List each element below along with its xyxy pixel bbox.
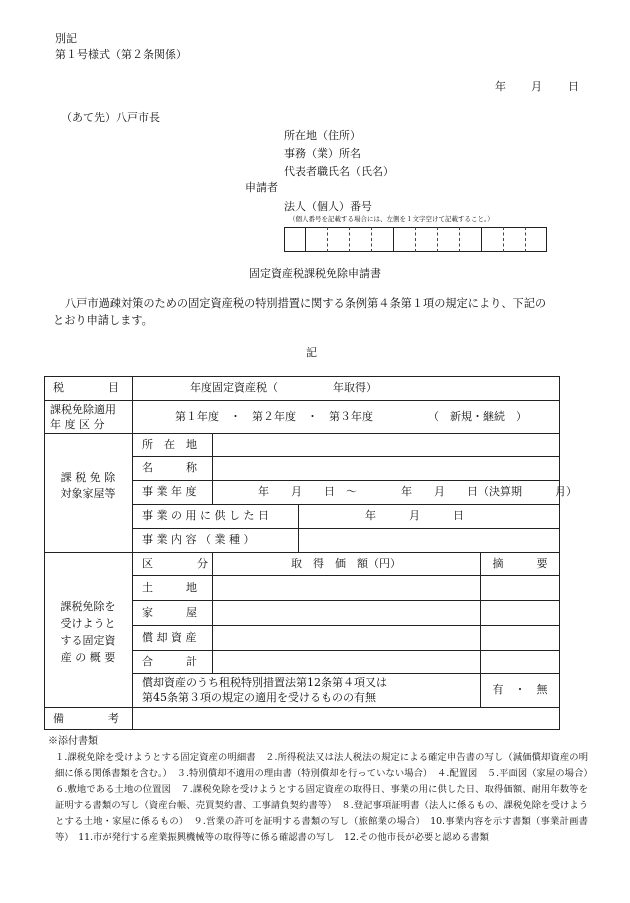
row-total-label: 合 計 bbox=[142, 654, 197, 668]
row-depreciable-label: 償 却 資 産 bbox=[142, 630, 197, 644]
summary-group-line-1: 課税免除を bbox=[60, 599, 116, 613]
digit-divider bbox=[327, 227, 328, 252]
digit-divider bbox=[305, 227, 306, 252]
digit-divider bbox=[349, 227, 350, 252]
digit-divider bbox=[393, 227, 394, 252]
summary-group-line-4: 産 の 概 要 bbox=[60, 650, 116, 664]
table-rule bbox=[44, 433, 560, 434]
use-date-label: 事 業 の 用 に 供 し た 日 bbox=[142, 509, 269, 522]
addressee: （あて先）八戸市長 bbox=[61, 111, 160, 124]
period-type-options[interactable]: （ 新規・継続 ） bbox=[428, 410, 527, 423]
row-house-label: 家 屋 bbox=[142, 605, 197, 619]
special-rule-choice[interactable]: 有 ・ 無 bbox=[492, 683, 548, 696]
col-kubun-header: 区 分 bbox=[142, 556, 208, 570]
digit-divider bbox=[371, 227, 372, 252]
corp-number-label: 法人（個人）番号 bbox=[284, 200, 372, 213]
tax-item-label: 税 目 bbox=[53, 381, 119, 394]
col-price-header: 取 得 価 額（円） bbox=[291, 556, 401, 570]
annex-label: 別記 bbox=[55, 32, 77, 45]
form-number: 第１号様式（第２条関係） bbox=[55, 48, 187, 61]
intro-line-1: 八戸市過疎対策のための固定資産税の特別措置に関する条例第４条第１項の規定により、下記の bbox=[65, 297, 547, 310]
table-rule bbox=[132, 376, 133, 730]
attachments-heading: ※添付書類 bbox=[48, 736, 98, 747]
table-rule bbox=[44, 400, 560, 401]
digit-divider bbox=[525, 227, 526, 252]
col-note-header: 摘 要 bbox=[492, 556, 548, 570]
digit-divider bbox=[437, 227, 438, 252]
date-day-label: 日 bbox=[568, 80, 579, 93]
document-title: 固定資産税課税免除申請書 bbox=[249, 267, 381, 280]
summary-group-line-3: する固定資 bbox=[60, 633, 116, 647]
use-date-value[interactable]: 年 月 日 bbox=[365, 509, 464, 522]
digit-divider bbox=[481, 227, 482, 252]
applicant-label: 申請者 bbox=[245, 181, 278, 194]
corp-number-note: （個人番号を記載する場合には、左側を１文字空けて記載すること。） bbox=[289, 215, 494, 223]
property-group-line-2: 対象家屋等 bbox=[60, 487, 116, 500]
applicant-office-label: 事務（業）所名 bbox=[284, 147, 361, 160]
period-label-line-2: 年 度 区 分 bbox=[50, 417, 105, 431]
table-rule bbox=[212, 433, 213, 504]
period-options[interactable]: 第１年度 ・ 第２年度 ・ 第３年度 bbox=[175, 410, 373, 423]
business-year-label: 事 業 年 度 bbox=[142, 485, 197, 498]
table-rule bbox=[298, 504, 299, 552]
attachments-list: １.課税免除を受けようとする固定資産の明細書 ２.所得税法又は法人税法の規定による確定申告書の写し（減価償却資産の明細に係る関係書類を含む。） ３.特別償却不適用の理由書（特別償却を行っていない場合） ４.配置図 ５.平面図（家屋の場合） ６.敷地である土地の位置図 ７.課税免除を受けようとする固定資産の取得日、事業の用に供した日、取得価額、耐用年数等を証明する書類の写し（資産台帳、売買契約書、工事請負契約書等） ８.登記事項証明書（法人に係るもの、課税免除を受けようとする土地・家屋に係るもの） ９.営業の許可を証明する書類の写し（旅館業の場合） 10.事業内容を示す書類（事業計画書等） 11.市が発行する産業振興機械等の取得等に係る確認書の写し 12.その他市長が必要と認める書類 bbox=[55, 752, 598, 843]
name-label: 名 称 bbox=[142, 461, 197, 474]
applicant-representative-label: 代表者職氏名（氏名） bbox=[284, 165, 394, 178]
intro-line-2: とおり申請します。 bbox=[53, 314, 153, 327]
property-group-line-1: 課 税 免 除 bbox=[60, 471, 116, 484]
location-label: 所 在 地 bbox=[142, 437, 197, 451]
digit-divider bbox=[459, 227, 460, 252]
period-label-line-1: 課税免除適用 bbox=[50, 402, 116, 416]
digit-divider bbox=[415, 227, 416, 252]
business-year-value[interactable]: 年 月 日 ～ 年 月 日（決算期 月） bbox=[258, 485, 577, 498]
special-rule-line-1: 償却資産のうち租税特別措置法第12条第４項又は bbox=[142, 675, 387, 689]
business-content-label: 事 業 内 容 （ 業 種 ） bbox=[142, 533, 255, 546]
ki-label: 記 bbox=[306, 346, 317, 359]
summary-group-line-2: 受けようと bbox=[60, 616, 116, 630]
date-year-label: 年 bbox=[495, 80, 506, 93]
row-land-label: 土 地 bbox=[142, 580, 197, 594]
digit-divider bbox=[503, 227, 504, 252]
date-month-label: 月 bbox=[531, 80, 542, 93]
special-rule-line-2: 第45条第３項の規定の適用を受けるものの有無 bbox=[142, 690, 376, 704]
applicant-address-label: 所在地（住所） bbox=[284, 129, 361, 142]
remarks-label: 備 考 bbox=[53, 711, 119, 725]
tax-item-value[interactable]: 年度固定資産税（ 年取得） bbox=[190, 381, 377, 394]
